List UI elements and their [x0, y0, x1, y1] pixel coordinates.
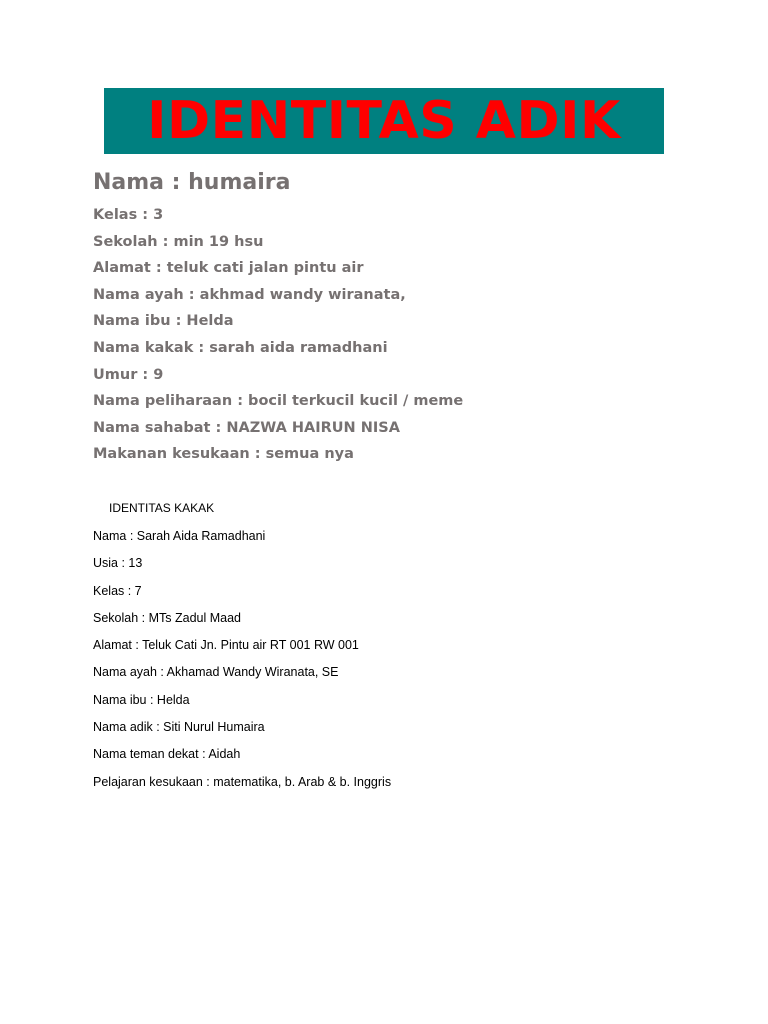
adik-detail-line: Sekolah : min 19 hsu [93, 233, 264, 250]
kakak-detail-line: Nama ayah : Akhamad Wandy Wiranata, SE [93, 665, 339, 680]
kakak-heading: IDENTITAS KAKAK [109, 501, 215, 515]
adik-details [93, 202, 463, 468]
adik-detail-line: Nama ibu : Helda [93, 313, 234, 330]
kakak-detail-line: Nama ibu : Helda [93, 692, 190, 707]
adik-detail-line: Nama peliharaan : bocil terkucil kucil / meme [93, 393, 464, 410]
kakak-detail-line: Nama : Sarah Aida Ramadhani [93, 529, 266, 543]
kakak-detail-line: Sekolah : MTs Zadul Maad [93, 610, 241, 625]
kakak-detail-line: Pelajaran kesukaan : matematika, b. Arab & b. Inggris [93, 774, 392, 789]
kakak-detail-line: Nama teman dekat : Aidah [93, 747, 241, 762]
adik-detail-line: Nama ayah : akhmad wandy wiranata, [93, 286, 406, 303]
adik-detail-line: Nama kakak : sarah aida ramadhani [93, 339, 388, 356]
title-banner [104, 88, 664, 154]
adik-detail-line: Alamat : teluk cati jalan pintu air [93, 260, 364, 277]
adik-detail-line: Makanan kesukaan : semua nya [93, 446, 354, 463]
adik-detail-line: Kelas : 3 [93, 207, 164, 223]
kakak-detail-line: Kelas : 7 [93, 583, 142, 598]
kakak-detail-line: Alamat : Teluk Cati Jn. Pintu air RT 001 RW 001 [93, 638, 359, 653]
adik-name-line: Nama : humaira [93, 170, 291, 195]
banner-title: IDENTITAS ADIK [147, 91, 621, 151]
adik-detail-line: Umur : 9 [93, 366, 164, 383]
kakak-detail-line: Usia : 13 [93, 556, 143, 571]
kakak-detail-line: Nama adik : Siti Nurul Humaira [93, 720, 265, 735]
adik-detail-line: Nama sahabat : NAZWA HAIRUN NISA [93, 419, 400, 436]
kakak-details [93, 523, 391, 796]
